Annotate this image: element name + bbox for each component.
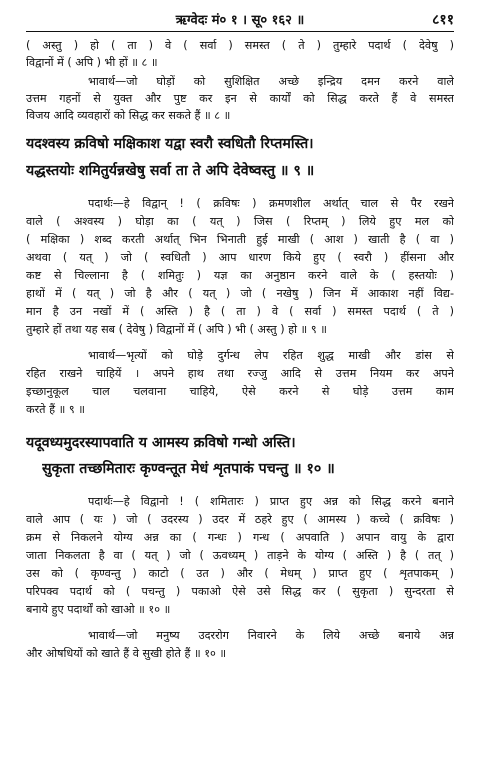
page-number: ८११	[432, 12, 454, 28]
padartha-line: उस को ( कृण्वन्तु ) काटो ( उत ) और ( मेधम् ) प्राप्त हुए ( शृतपाकम् )	[26, 567, 454, 580]
bhavartha-line: भावार्थ—जो मनुष्य उदररोग निवारने के लिये अच्छे बनाये अन्न	[88, 629, 454, 642]
bhavartha-line: इच्छानुकूल चाल चलवाना चाहिये, ऐसे करने से घोड़े उत्तम काम	[26, 385, 454, 398]
padartha-line: पदार्थः—हे विद्वानो ! ( शमितारः ) प्राप्त हुए अन्न को सिद्ध करने बनाने	[88, 495, 454, 508]
bhavartha-line: भावार्थ—जो घोड़ों को सुशिक्षित अच्छे इन्द्रिय दमन करने वाले	[88, 75, 454, 88]
padartha-line: हाथों में ( यत् ) जो है और ( यत् ) जो ( नखेषु ) जिन में आकाश नहीं विद्य-	[26, 287, 454, 300]
mantra-line: यदूवध्यमुदरस्यापवाति य आमस्य क्रविषो गन्धो अस्ति।	[26, 435, 296, 451]
bhavartha-line: और ओषधियों को खाते हैं वे सुखी होते हैं ॥ १० ॥	[26, 647, 227, 660]
padartha-line: मान है उन नखों में ( अस्ति ) है ( ता ) वे ( सर्वा ) समस्त पदार्थ ( ते )	[26, 305, 454, 318]
text-line: विद्वानों में ( अपि ) भी हों ॥ ८ ॥	[26, 56, 158, 69]
padartha-line: ( मक्षिका ) शब्द करती अर्थात् भिन भिनाती हुई माखी ( आश ) खाती है ( वा )	[26, 233, 454, 246]
bhavartha-line: भावार्थ—भृत्यों को घोड़े दुर्गन्ध लेप रहित शुद्ध माखी और डांस से	[88, 349, 454, 362]
mantra-line: सुकृता तच्छमितारः कृण्वन्तूत मेधं शृतपाकं पचन्तु ॥ १० ॥	[42, 461, 335, 477]
bhavartha-line: रहित राखने चाहियें । अपने हाथ तथा रज्जु आदि से उत्तम नियम कर अपने	[26, 367, 454, 380]
mantra-line: यद्धस्तयोः शमितुर्यन्नखेषु सर्वा ता ते अपि देवेष्वस्तु ॥ ९ ॥	[26, 163, 315, 179]
padartha-line: तुम्हारे हों तथा यह सब ( देवेषु ) विद्वानों में ( अपि ) भी ( अस्तु ) हो ॥ ९ ॥	[26, 323, 327, 336]
page-header	[26, 8, 454, 30]
padartha-line: क्रम से निकलने योग्य अन्न का ( गन्धः ) गन्ध ( अपवाति ) अपान वायु के द्वारा	[26, 531, 454, 544]
padartha-line: वाले ( अश्वस्य ) घोड़ा का ( यत् ) जिस ( रिप्तम् ) लिये हुए मल को	[26, 215, 454, 228]
padartha-line: परिपक्व पदार्थ को ( पचन्तु ) पकाओ ऐसे उसे सिद्ध कर ( सुकृता ) सुन्दरता से	[26, 585, 454, 598]
padartha-line: पदार्थः—हे विद्वान् ! ( क्रविषः ) क्रमणशील अर्थात् चाल से पैर रखने	[88, 197, 454, 210]
bhavartha-line: उत्तम गहनों से युक्त और पुष्ट कर इन से कार्यों को सिद्ध करते हैं वे समस्त	[26, 92, 454, 105]
mantra-line: यदश्वस्य क्रविषो मक्षिकाश यद्वा स्वरौ स्वधितौ रिप्तमस्ति।	[26, 136, 314, 152]
padartha-line: वाले आप ( यः ) जो ( उदरस्य ) उदर में ठहरे हुए ( आमस्य ) कच्चे ( क्रविषः )	[26, 513, 454, 526]
padartha-line: कष्ट से चिल्लाना है ( शमितुः ) यज्ञ का अनुष्ठान करने वाले के ( हस्तयोः )	[26, 269, 454, 282]
padartha-line: अथवा ( यत् ) जो ( स्वधितौ ) आप धारण किये हुए ( स्वरौ ) हींसना और	[26, 251, 454, 264]
text-line: ( अस्तु ) हो ( ता ) वे ( सर्वा ) समस्त ( ते ) तुम्हारे पदार्थ ( देवेषु )	[26, 39, 454, 52]
bhavartha-line: विजय आदि व्यवहारों को सिद्ध कर सकते हैं ॥ ८ ॥	[26, 109, 231, 122]
header-rule	[26, 31, 454, 32]
padartha-line: जाता निकलता है वा ( यत् ) जो ( ऊवध्यम् ) ताड़ने के योग्य ( अस्ति ) है ( तत् )	[26, 549, 454, 562]
bhavartha-line: करते हैं ॥ ९ ॥	[26, 403, 85, 416]
padartha-line: बनाये हुए पदार्थों को खाओ ॥ १० ॥	[26, 603, 171, 616]
running-title: ऋग्वेदः मं० १ । सू० १६२ ॥	[175, 13, 305, 28]
